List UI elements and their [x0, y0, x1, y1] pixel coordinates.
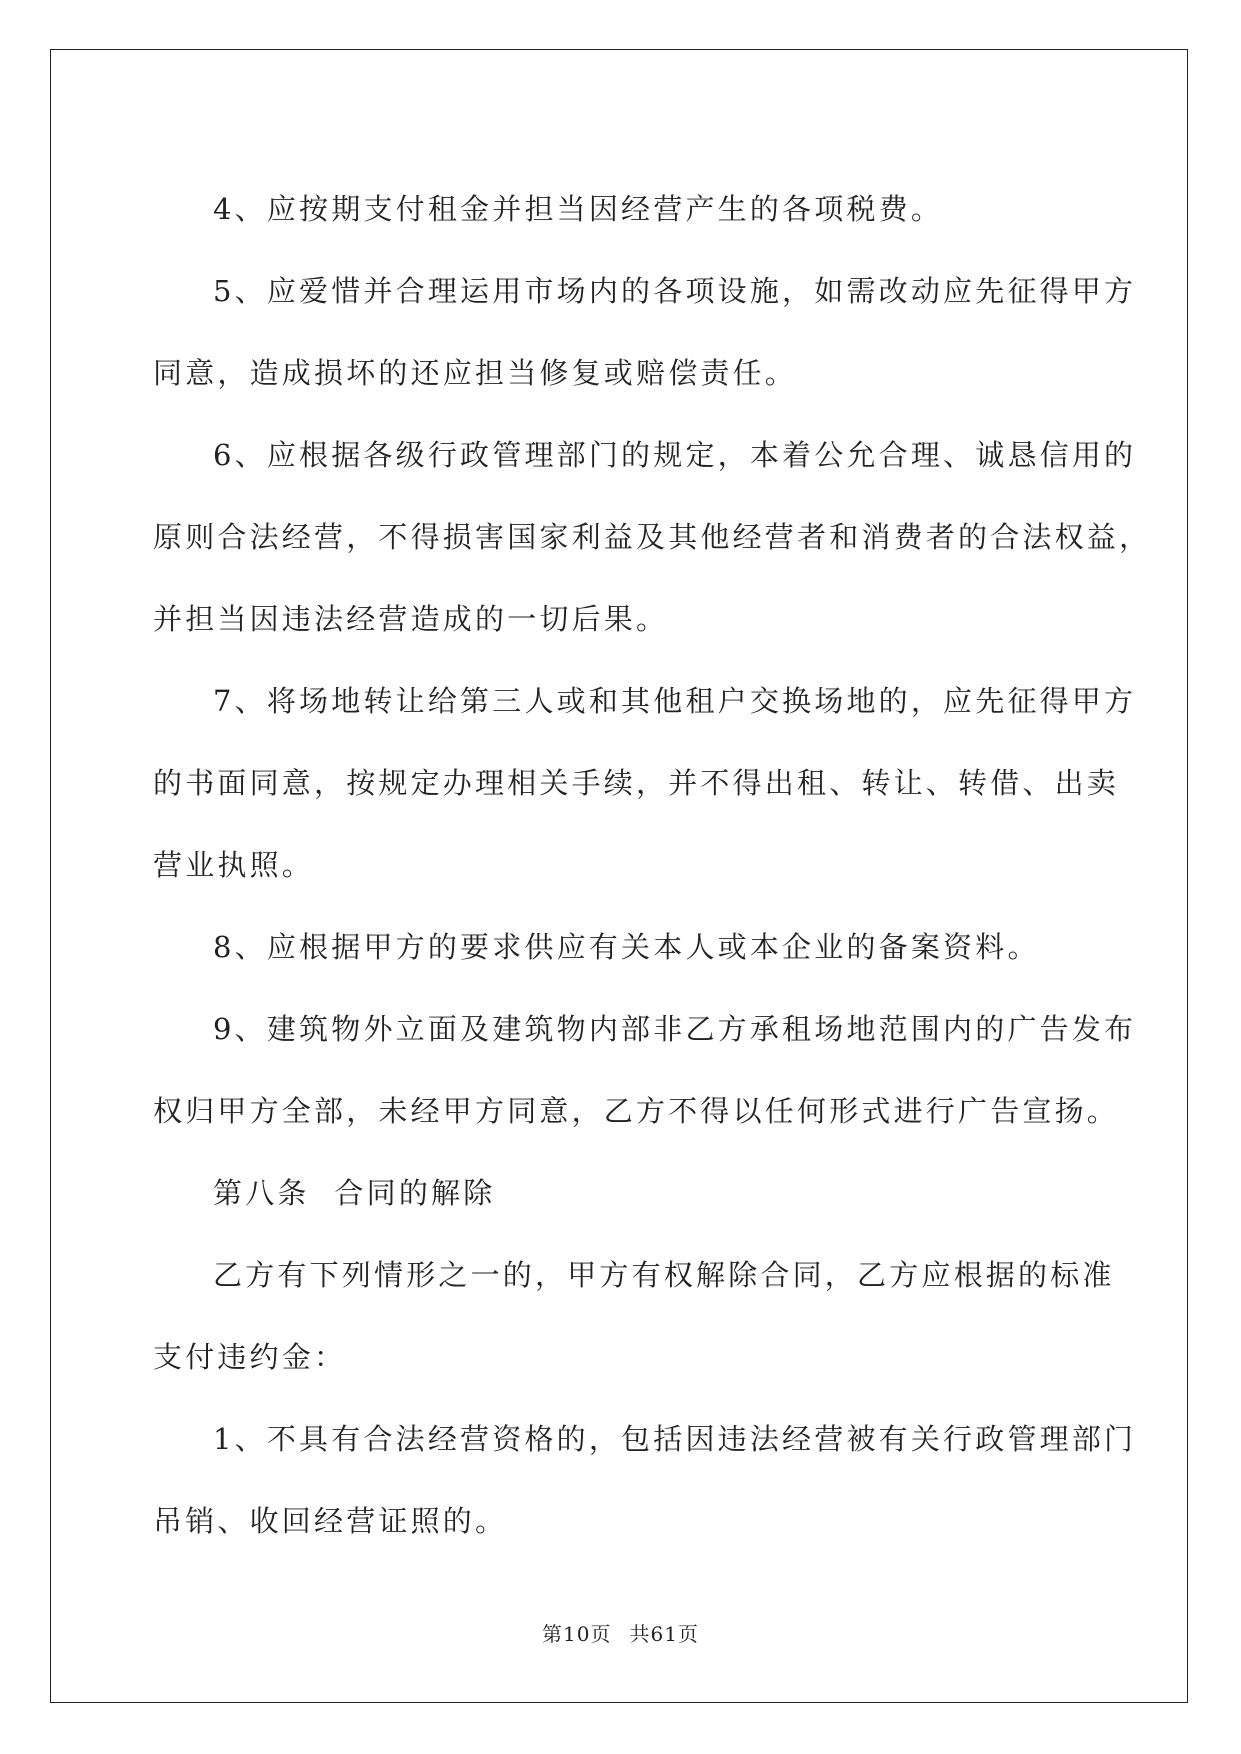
- text-line: 5、应爱惜并合理运用市场内的各项设施，如需改动应先征得甲方: [213, 274, 1137, 308]
- text-line: 权归甲方全部，未经甲方同意，乙方不得以任何形式进行广告宣扬。: [153, 1094, 1120, 1128]
- text-line: 1、不具有合法经营资格的，包括因违法经营被有关行政管理部门: [213, 1422, 1137, 1456]
- total-pages: 共61页: [629, 1622, 699, 1646]
- paragraph: [153, 660, 1137, 906]
- text-line: 原则合法经营，不得损害国家利益及其他经营者和消费者的合法权益，: [153, 520, 1152, 554]
- text-line: 4、应按期支付租金并担当因经营产生的各项税费。: [213, 192, 944, 226]
- text-line: 同意，造成损坏的还应担当修复或赔偿责任。: [153, 356, 798, 390]
- text-line: 吊销、收回经营证照的。: [153, 1504, 508, 1538]
- text-line: 并担当因违法经营造成的一切后果。: [153, 602, 669, 636]
- paragraph: [153, 988, 1137, 1152]
- text-line: 的书面同意，按规定办理相关手续，并不得出租、转让、转借、出卖: [153, 766, 1120, 800]
- page-number: 第10页: [542, 1622, 612, 1646]
- page-footer: [0, 1618, 1241, 1647]
- text-line: 营业执照。: [153, 848, 315, 882]
- text-line: 7、将场地转让给第三人或和其他租户交换场地的，应先征得甲方: [213, 684, 1137, 718]
- paragraph: [153, 250, 1137, 414]
- section-heading: [153, 1152, 1093, 1234]
- text-line: 8、应根据甲方的要求供应有关本人或本企业的备案资料。: [213, 930, 1040, 964]
- text-line: 乙方有下列情形之一的，甲方有权解除合同，乙方应根据的标准: [213, 1258, 1115, 1292]
- paragraph: [153, 1234, 1115, 1398]
- text-line: 支付违约金：: [153, 1340, 347, 1374]
- paragraph: [153, 1398, 1137, 1562]
- text-line: 6、应根据各级行政管理部门的规定，本着公允合理、诚恳信用的: [213, 438, 1137, 472]
- text-line: 9、建筑物外立面及建筑物内部非乙方承租场地范围内的广告发布: [213, 1012, 1137, 1046]
- paragraph: [153, 414, 1152, 660]
- text-line: 第八条 合同的解除: [213, 1176, 496, 1210]
- paragraph: [153, 906, 1093, 988]
- paragraph: [153, 168, 1093, 250]
- document-body: [153, 168, 1152, 1562]
